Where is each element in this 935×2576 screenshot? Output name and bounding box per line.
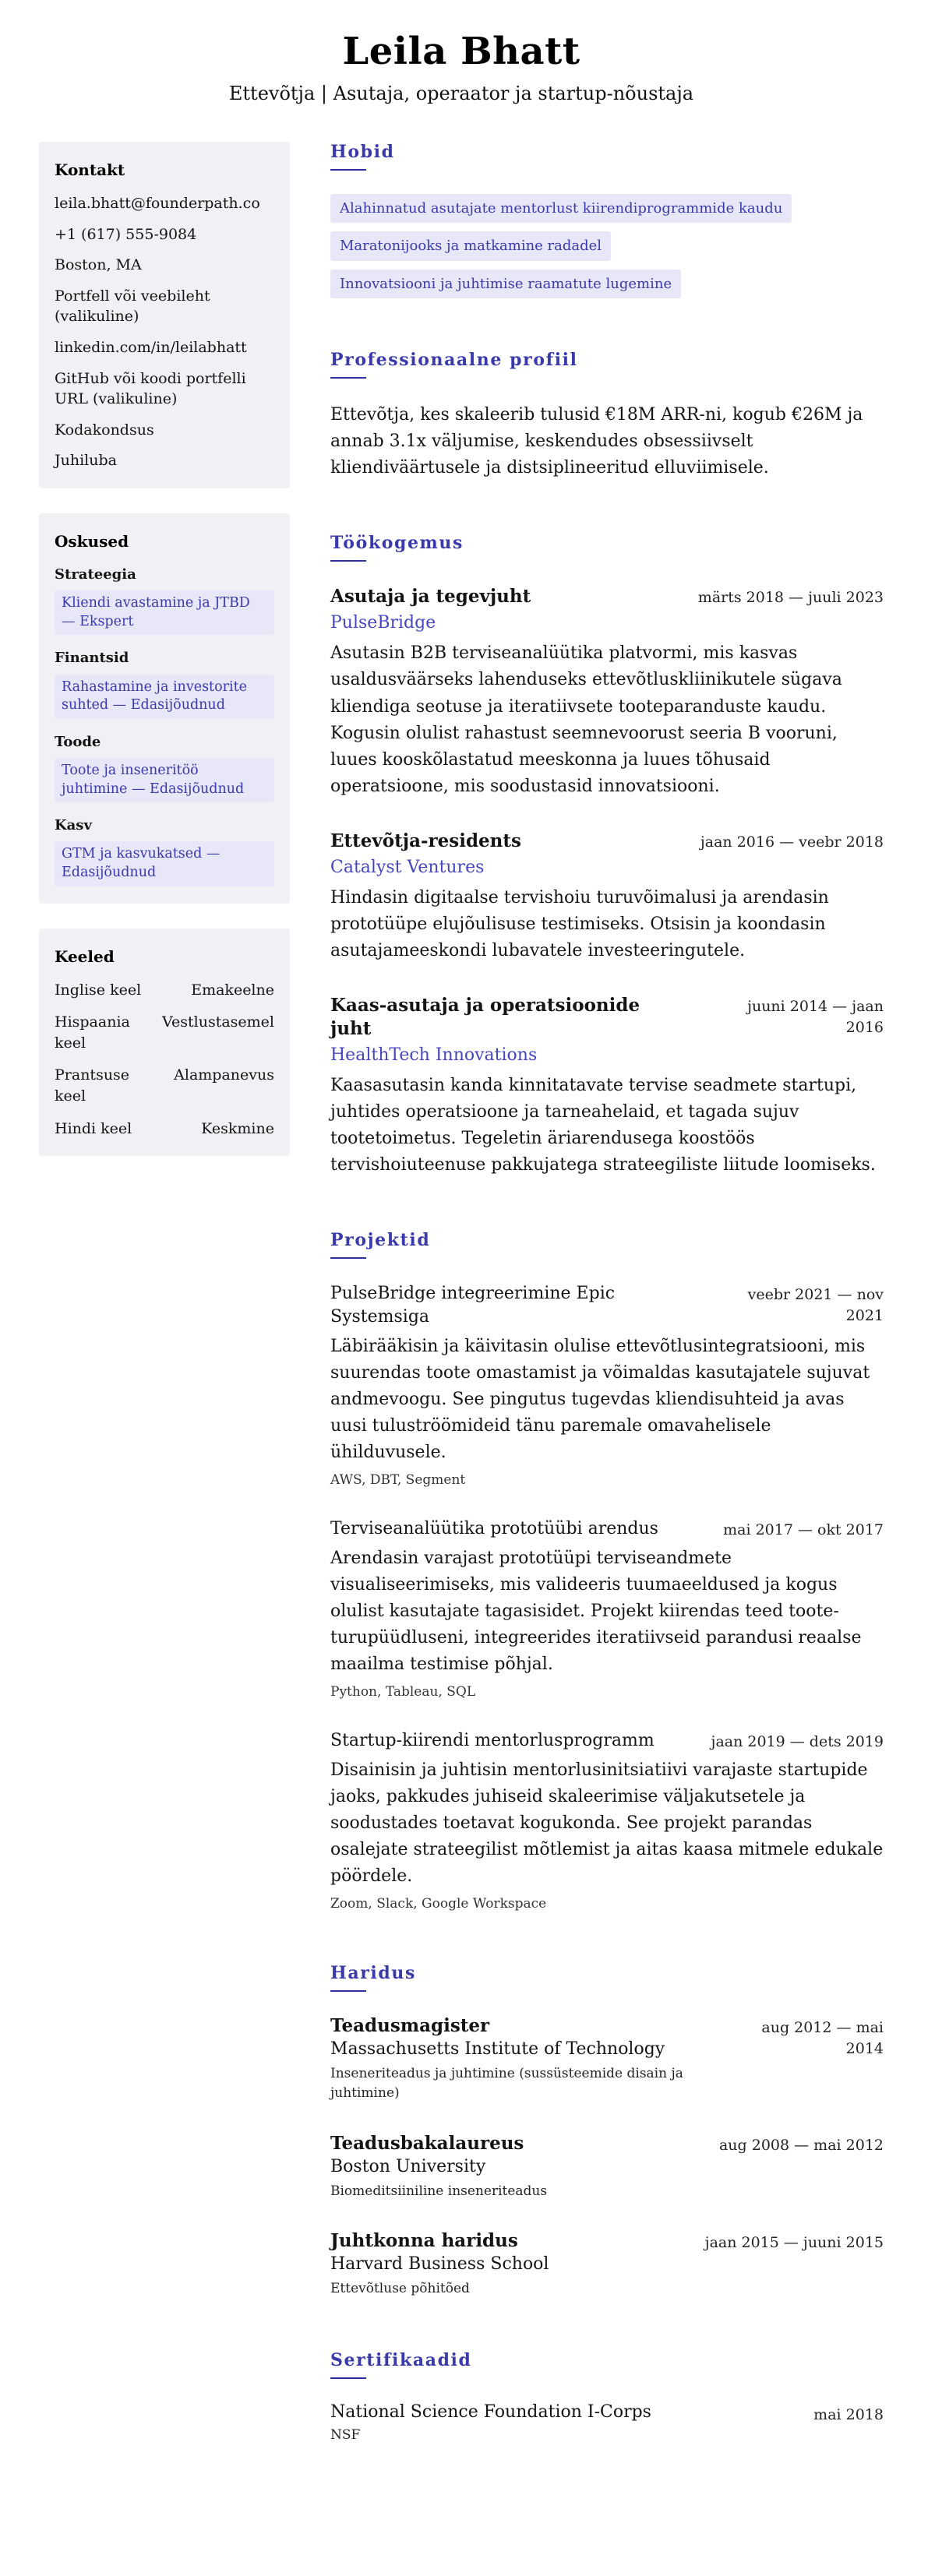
content-columns (39, 142, 884, 2443)
education-dates: aug 2012 — mai 2014 (761, 2019, 884, 2057)
contact-drivers-license: Juhiluba (55, 452, 117, 470)
language-name: Hispaania keel (55, 1013, 130, 1052)
certification-date: mai 2018 (813, 2405, 884, 2423)
section-hobbies (330, 142, 884, 298)
languages-title: Keeled (55, 946, 115, 966)
skills-box (39, 513, 290, 904)
education-detail: Ettevõtluse põhitõed (330, 2281, 470, 2297)
hobby-row (330, 270, 884, 298)
education-degree: Teadusmagister (330, 2015, 490, 2037)
skill-group (55, 732, 274, 802)
experience-title: Töökogemus (330, 533, 884, 562)
job-role: Ettevõtja-residents (330, 830, 521, 851)
education-degree: Teadusbakalaureus (330, 2132, 524, 2154)
section-profile (330, 350, 884, 481)
education-detail: Inseneriteadus ja juhtimine (sussüsteemide disain ja juhtimine) (330, 2066, 683, 2102)
contact-phone: +1 (617) 555-9084 (55, 225, 197, 243)
job-company-link[interactable]: HealthTech Innovations (330, 1045, 538, 1065)
job-dates: jaan 2016 — veebr 2018 (700, 833, 884, 851)
hobby-row (330, 194, 884, 223)
job-description: Kaasasutasin kanda kinnitatavate tervise seadmete startupi, juhtides operatsioone ja tarneahelaid, et tagada sujuv tootetoimetus. Tegeletin äriarendusega koostöös tervishoiuteenuse pakkujatega strateegiliste liitude loomiseks. (330, 1075, 876, 1175)
job-company-link[interactable]: PulseBridge (330, 613, 436, 633)
section-education (330, 1963, 884, 2299)
project-header (330, 1517, 884, 1541)
main-column (330, 142, 884, 2443)
language-row (55, 1065, 274, 1106)
job-header (330, 585, 884, 608)
project-header (330, 1729, 884, 1753)
project-name: Terviseanalüütika prototüübi arendus (330, 1519, 658, 1539)
person-tagline: Ettevõtja | Asutaja, operaator ja startup-nõustaja (228, 83, 694, 104)
project-tech-list: AWS, DBT, Segment (330, 1472, 466, 1489)
contact-github: GitHub või koodi portfelli URL (valikuline) (55, 369, 246, 408)
sidebar (39, 142, 290, 1156)
education-dates: aug 2008 — mai 2012 (718, 2136, 884, 2154)
language-name: Hindi keel (55, 1119, 132, 1137)
project-tech-list: Zoom, Slack, Google Workspace (330, 1896, 547, 1912)
language-name: Inglise keel (55, 981, 142, 999)
job-entry (330, 585, 884, 799)
project-dates: veebr 2021 — nov 2021 (747, 1286, 884, 1324)
certification-issuer: NSF (330, 2426, 361, 2443)
hobby-pill: Innovatsiooni ja juhtimise raamatute lugemine (330, 270, 681, 298)
job-description: Hindasin digitaalse tervishoiu turuvõimalusi ja arendasin prototüüpe elujõulisuse testimiseks. Otsisin ja koondasin asutajameeskondi lubavatele investeeringutele. (330, 887, 829, 960)
education-left (330, 2015, 702, 2102)
profile-title: Professionaalne profiil (330, 350, 884, 379)
job-entry (330, 830, 884, 964)
skill-group (55, 648, 274, 718)
job-dates: märts 2018 — juuli 2023 (697, 589, 884, 607)
section-experience (330, 533, 884, 1179)
education-header (330, 2133, 884, 2201)
skill-group (55, 816, 274, 886)
contact-title: Kontakt (55, 160, 125, 179)
project-name: PulseBridge integreerimine Epic Systemsiga (330, 1284, 616, 1327)
project-entry (330, 1282, 884, 1488)
languages-box (39, 929, 290, 1157)
job-company-link[interactable]: Catalyst Ventures (330, 857, 485, 877)
language-row (55, 1012, 274, 1053)
language-level: Alampanevus (174, 1066, 274, 1084)
education-school: Massachusetts Institute of Technology (330, 2039, 665, 2060)
education-school: Boston University (330, 2156, 486, 2176)
job-description: Asutasin B2B terviseanalüütika platvormi, mis kasvas usaldusväärseks lahenduseks ettevõtluskliinikutele sügava kliendiga seotuse ja iteratiivsete tooteparanduste kaudu. Kogusin olulist rahastust seemnevoorust seeria B vooruni, luues kooskõlastatud meeskonna ja luues tõhusaid operatsioone, mis soodustasid innovatsiooni. (330, 643, 842, 796)
certification-header (330, 2402, 884, 2443)
education-entry (330, 2133, 884, 2201)
skill-category: Toode (55, 733, 101, 750)
certification-left (330, 2402, 651, 2443)
language-level: Keskmine (201, 1119, 274, 1137)
project-description: Arendasin varajast prototüüpi terviseandmete visualiseerimiseks, mis valideeris tuumaeeldused ja kogus olulist kasutajate tagasisidet. Projekt kiirendas teed toote-turupüüdluseni, integreerides iteratiivseid parandusi reaalse maailma testimise põhjal. (330, 1548, 862, 1675)
skill-pill: Rahastamine ja investorite suhted — Edasijõudnud (55, 675, 274, 719)
skill-pill: GTM ja kasvukatsed — Edasijõudnud (55, 841, 274, 886)
skill-category: Strateegia (55, 566, 136, 583)
job-header (330, 830, 884, 853)
contact-portfolio: Portfell või veebileht (valikuline) (55, 287, 210, 326)
job-dates: juuni 2014 — jaan 2016 (747, 998, 884, 1036)
education-title: Haridus (330, 1963, 884, 1992)
education-entry (330, 2015, 884, 2102)
skill-pill: Toote ja inseneritöö juhtimine — Edasijõudnud (55, 758, 274, 802)
contact-box (39, 142, 290, 488)
section-projects (330, 1230, 884, 1912)
language-level: Vestlustasemel (162, 1013, 274, 1031)
job-header (330, 994, 884, 1041)
language-row (55, 1119, 274, 1140)
contact-linkedin: linkedin.com/in/leilabhatt (55, 338, 247, 356)
resume-header (39, 30, 884, 104)
hobby-pill: Alahinnatud asutajate mentorlust kiirendiprogrammide kaudu (330, 194, 792, 223)
education-dates: jaan 2015 — juuni 2015 (704, 2234, 884, 2252)
project-name: Startup-kiirendi mentorlusprogramm (330, 1731, 654, 1751)
education-left (330, 2230, 549, 2299)
project-tech-list: Python, Tableau, SQL (330, 1684, 476, 1700)
education-left (330, 2133, 547, 2201)
project-entry (330, 1729, 884, 1912)
skill-group (55, 565, 274, 635)
contact-location: Boston, MA (55, 256, 142, 274)
hobby-pill: Maratonijooks ja matkamine radadel (330, 231, 611, 260)
profile-text: Ettevõtja, kes skaleerib tulusid €18M ARR-ni, kogub €26M ja annab 3.1x väljumise, keskendudes obsessiivselt kliendiväärtusele ja distsiplineeritud elluviimisele. (330, 405, 863, 478)
education-school: Harvard Business School (330, 2254, 549, 2275)
job-role: Asutaja ja tegevjuht (330, 586, 531, 608)
certification-name: National Science Foundation I-Corps (330, 2402, 651, 2422)
project-description: Disainisin ja juhtisin mentorlusinitsiatiivi varajaste startupide jaoks, pakkudes juhiseid skaleerimise väljakutsetele ja soodustades toetavat kogukonda. See projekt parandas osalejate strateegilist mõtlemist ja aitas kaasa mitmele edukale pöördele. (330, 1760, 884, 1887)
education-header (330, 2230, 884, 2299)
project-dates: mai 2017 — okt 2017 (723, 1521, 884, 1539)
language-name: Prantsuse keel (55, 1066, 130, 1105)
education-detail: Biomeditsiiniline inseneriteadus (330, 2183, 548, 2199)
contact-citizenship: Kodakondsus (55, 421, 154, 439)
project-entry (330, 1517, 884, 1700)
skill-category: Kasv (55, 817, 92, 834)
job-role: Kaas-asutaja ja operatsioonide juht (330, 995, 640, 1039)
education-degree: Juhtkonna haridus (330, 2230, 518, 2252)
skill-pill: Kliendi avastamine ja JTBD — Ekspert (55, 590, 274, 635)
education-entry (330, 2230, 884, 2299)
section-certifications (330, 2350, 884, 2443)
education-header (330, 2015, 884, 2102)
job-entry (330, 994, 884, 1179)
project-header (330, 1282, 884, 1328)
hobby-row (330, 231, 884, 260)
language-level: Emakeelne (191, 981, 274, 999)
projects-title: Projektid (330, 1230, 884, 1259)
project-dates: jaan 2019 — dets 2019 (711, 1733, 884, 1751)
project-description: Läbirääkisin ja käivitasin olulise ettevõtlusintegratsiooni, mis suurendas toote omastamist ja võimaldas kasutajatele sujuvat andmevoogu. See pingutus tugevdas kliendisuhteid ja avas uusi tuluströömideid tänu paremale omavahelisele ühilduvusele. (330, 1336, 870, 1462)
certifications-title: Sertifikaadid (330, 2350, 884, 2379)
skills-title: Oskused (55, 531, 129, 551)
skill-category: Finantsid (55, 650, 129, 667)
certification-entry (330, 2402, 884, 2443)
hobbies-title: Hobid (330, 142, 884, 171)
contact-email: leila.bhatt@founderpath.co (55, 195, 260, 212)
person-name: Leila Bhatt (342, 30, 580, 73)
language-row (55, 980, 274, 1001)
